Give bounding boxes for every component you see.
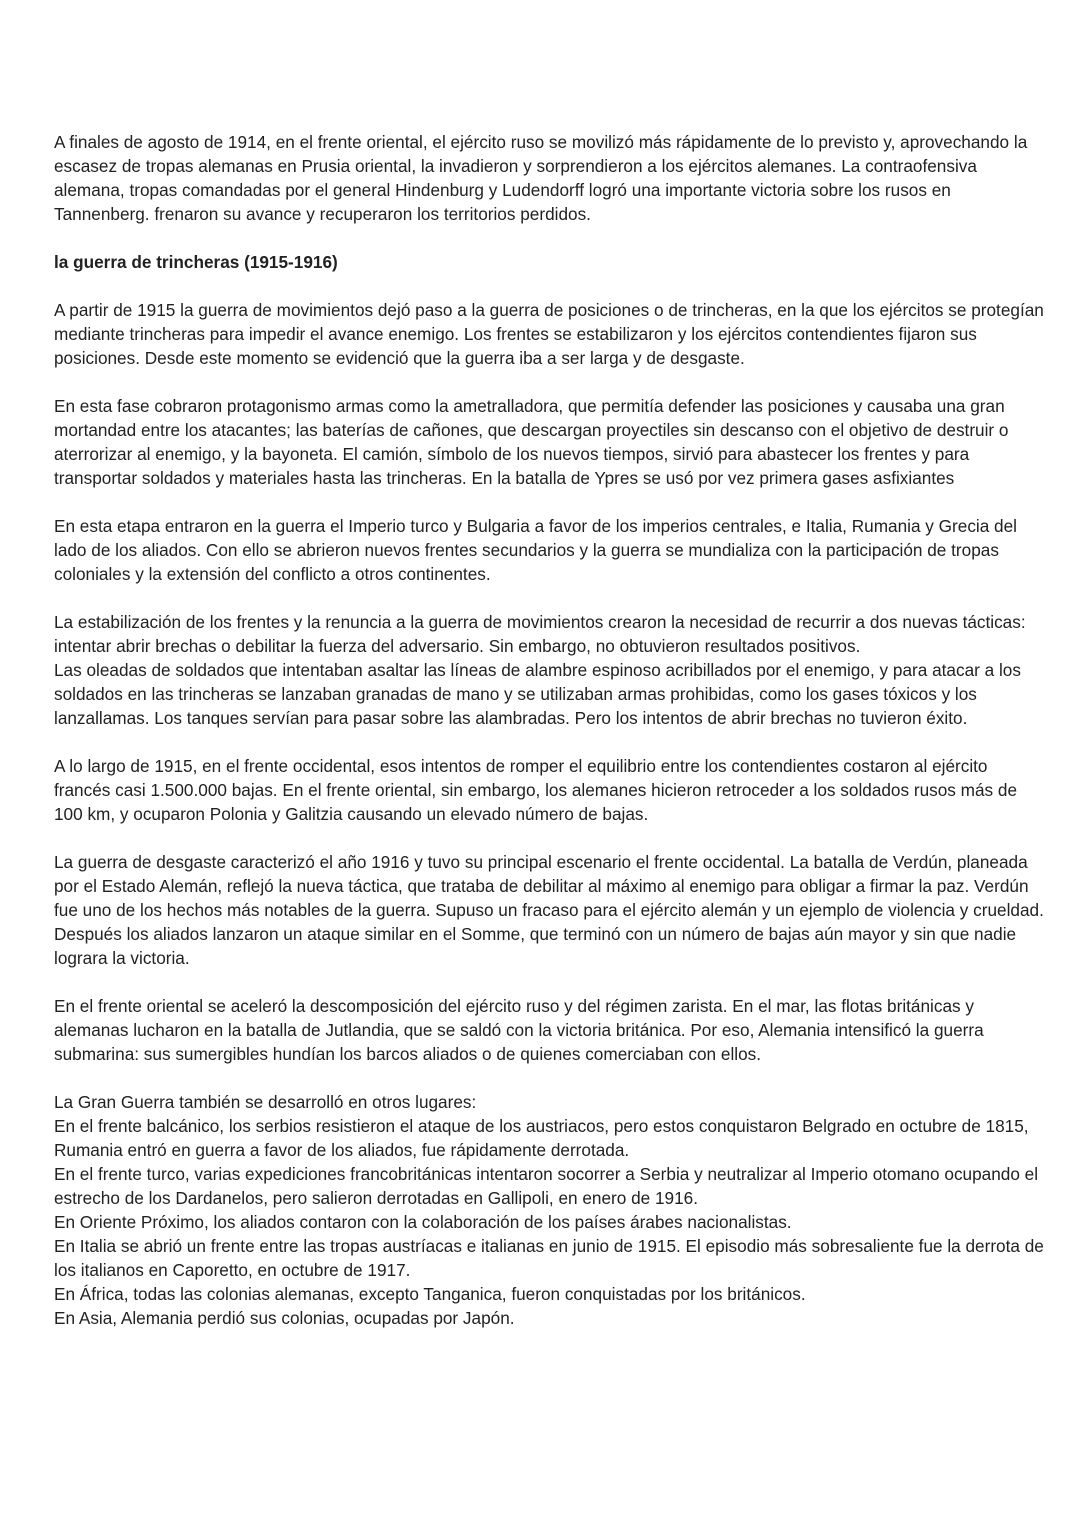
front-italy: En Italia se abrió un frente entre las tropas austríacas e italianas en junio de 1915. El episodio más sobresaliente fue la derrota de los italianos en Caporetto, en octubre de 1917. [54, 1236, 1044, 1280]
front-asia: En Asia, Alemania perdió sus colonias, ocupadas por Japón. [54, 1308, 515, 1328]
front-near-east: En Oriente Próximo, los aliados contaron con la colaboración de los países árabes nacionalistas. [54, 1212, 792, 1232]
tactics-line-1: La estabilización de los frentes y la renuncia a la guerra de movimientos crearon la necesidad de recurrir a dos nuevas tácticas: intentar abrir brechas o debilitar la fuerza del adversario. Sin embargo, no obtuvieron resultados positivos. [54, 612, 1026, 656]
paragraph-eastern-front-1914: A finales de agosto de 1914, en el frente oriental, el ejército ruso se movilizó más rápidamente de lo previsto y, aprovechando la escasez de tropas alemanas en Prusia oriental, la invadieron y sorprendieron a los ejércitos alemanes. La contraofensiva alemana, tropas comandadas por el general Hindenburg y Ludendorff logró una importante victoria sobre los rusos en Tannenberg. frenaron su avance y recuperaron los territorios perdidos. [54, 132, 1028, 224]
paragraph-trench-warfare: A partir de 1915 la guerra de movimientos dejó paso a la guerra de posiciones o de trincheras, en la que los ejércitos se protegían mediante trincheras para impedir el avance enemigo. Los frentes se estabilizaron y los ejércitos contendientes fijaron sus posiciones. Desde este momento se evidenció que la guerra iba a ser larga y de desgaste. [54, 300, 1044, 368]
tactics-line-2: Las oleadas de soldados que intentaban asaltar las líneas de alambre espinoso acribillados por el enemigo, y para atacar a los soldados en las trincheras se lanzaban granadas de mano y se utilizaban armas prohibidas, como los gases tóxicos y los lanzallamas. Los tanques servían para pasar sobre las alambradas. Pero los intentos de abrir brechas no tuvieron éxito. [54, 660, 1021, 728]
other-fronts-list [54, 1090, 1044, 1330]
paragraph-1916-verdun: La guerra de desgaste caracterizó el año 1916 y tuvo su principal escenario el frente occidental. La batalla de Verdún, planeada por el Estado Alemán, reflejó la nueva táctica, que trataba de debilitar al máximo al enemigo para obligar a firmar la paz. Verdún fue uno de los hechos más notables de la guerra. Supuso un fracaso para el ejército alemán y un ejemplo de violencia y crueldad. Después los aliados lanzaron un ataque similar en el Somme, que terminó con un número de bajas aún mayor y sin que nadie lograra la victoria. [54, 852, 1044, 968]
front-turkish: En el frente turco, varias expediciones francobritánicas intentaron socorrer a Serbia y neutralizar al Imperio otomano ocupando el estrecho de los Dardanelos, pero salieron derrotadas en Gallipoli, en enero de 1916. [54, 1164, 1039, 1208]
section-heading: la guerra de trincheras (1915-1916) [54, 252, 338, 272]
front-balkan: En el frente balcánico, los serbios resistieron el ataque de los austriacos, pero estos conquistaron Belgrado en octubre de 1815, Rumania entró en guerra a favor de los aliados, fue rápidamente derrotada. [54, 1116, 1029, 1160]
paragraph-new-entrants: En esta etapa entraron en la guerra el Imperio turco y Bulgaria a favor de los imperios centrales, e Italia, Rumania y Grecia del lado de los aliados. Con ello se abrieron nuevos frentes secundarios y la guerra se mundializa con la participación de tropas coloniales y la extensión del conflicto a otros continentes. [54, 516, 1017, 584]
paragraph-tactics [54, 610, 1044, 730]
other-fronts-intro: La Gran Guerra también se desarrolló en otros lugares: [54, 1092, 477, 1112]
paragraph-weapons: En esta fase cobraron protagonismo armas como la ametralladora, que permitía defender las posiciones y causaba una gran mortandad entre los atacantes; las baterías de cañones, que descargan proyectiles sin descanso con el objetivo de destruir o aterrorizar al enemigo, y la bayoneta. El camión, símbolo de los nuevos tiempos, sirvió para abastecer los frentes y para transportar soldados y materiales hasta las trincheras. En la batalla de Ypres se usó por vez primera gases asfixiantes [54, 396, 1009, 488]
document-page [54, 130, 1044, 1330]
front-africa: En África, todas las colonias alemanas, excepto Tanganica, fueron conquistadas por los británicos. [54, 1284, 806, 1304]
paragraph-1915: A lo largo de 1915, en el frente occidental, esos intentos de romper el equilibrio entre los contendientes costaron al ejército francés casi 1.500.000 bajas. En el frente oriental, sin embargo, los alemanes hicieron retroceder a los soldados rusos más de 100 km, y ocuparon Polonia y Galitzia causando un elevado número de bajas. [54, 756, 1018, 824]
paragraph-jutland: En el frente oriental se aceleró la descomposición del ejército ruso y del régimen zarista. En el mar, las flotas británicas y alemanas lucharon en la batalla de Jutlandia, que se saldó con la victoria británica. Por eso, Alemania intensificó la guerra submarina: sus sumergibles hundían los barcos aliados o de quienes comerciaban con ellos. [54, 996, 984, 1064]
